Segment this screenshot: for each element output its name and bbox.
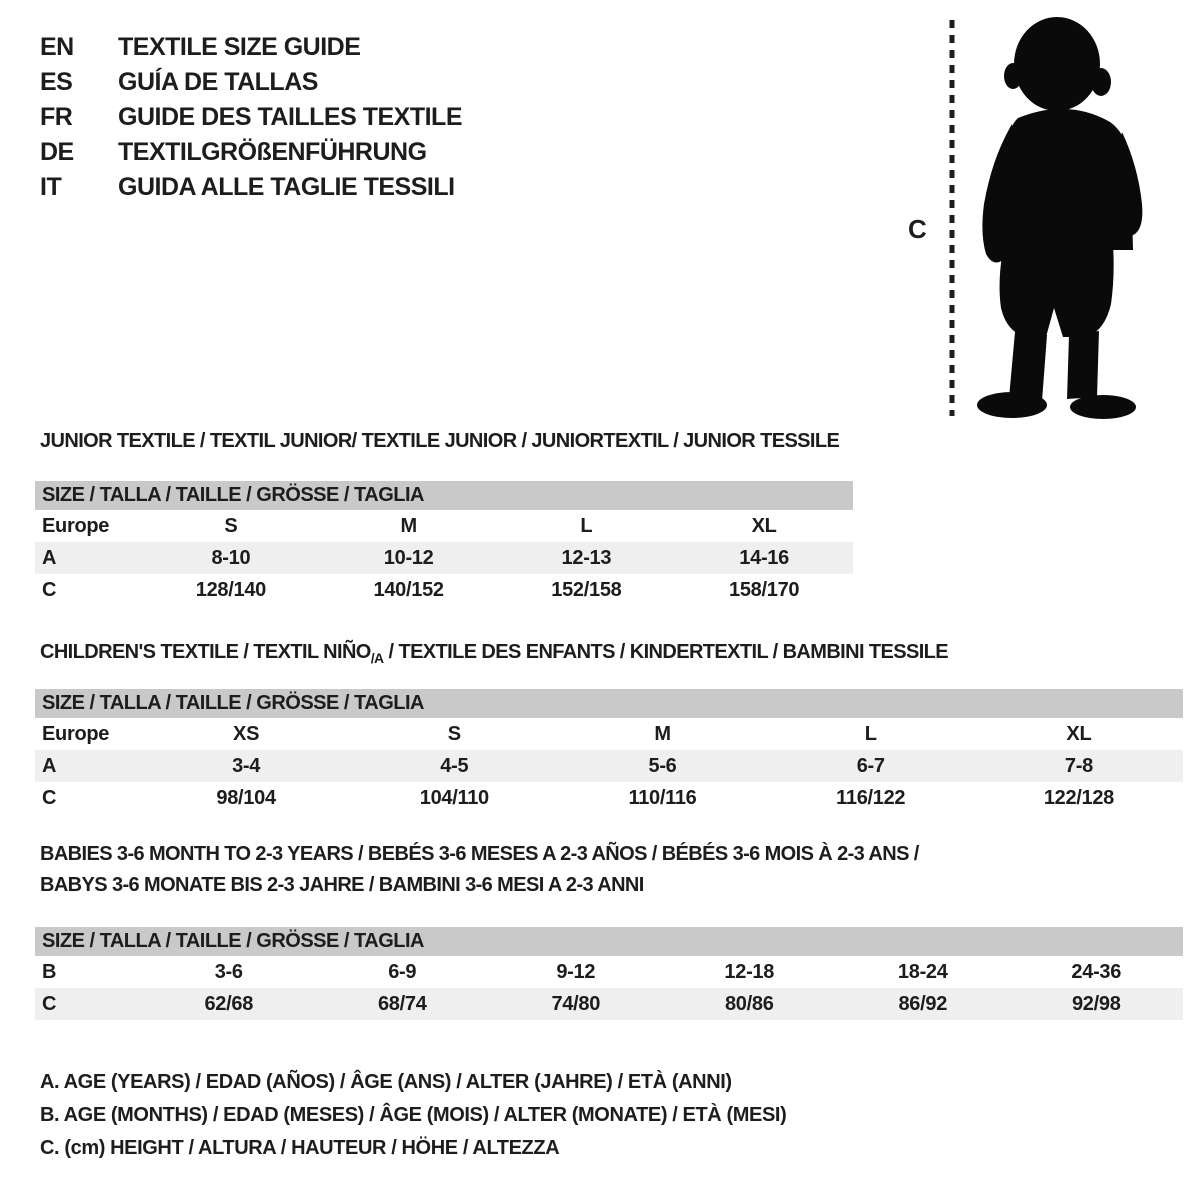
legend-notes — [40, 1066, 786, 1165]
table-cell: 110/116 — [628, 787, 697, 809]
babies-size-table — [35, 927, 1183, 1020]
table-cell: 9-12 — [556, 961, 596, 983]
table-cell: 104/110 — [419, 787, 489, 809]
note-age-years: A. AGE (YEARS) / EDAD (AÑOS) / ÂGE (ANS) / ALTER (JAHRE) / ETÀ (ANNI) — [40, 1071, 732, 1093]
column-header: S — [224, 515, 238, 537]
table-cell: 7-8 — [1064, 755, 1093, 777]
table-cell: 116/122 — [836, 787, 906, 809]
table-cell: 122/128 — [1043, 787, 1115, 809]
junior-columns-row — [35, 510, 853, 542]
language-code: IT — [40, 173, 62, 201]
language-code: DE — [40, 138, 74, 166]
babies-section-title-line1: BABIES 3-6 MONTH TO 2-3 YEARS / BEBÉS 3-6 MESES A 2-3 AÑOS / BÉBÉS 3-6 MOIS À 2-3 ANS / — [40, 843, 919, 865]
table-cell: 12-13 — [561, 547, 612, 569]
table-cell: 10-12 — [383, 547, 434, 569]
language-row-de — [40, 135, 462, 170]
table-cell: 8-10 — [211, 547, 251, 569]
children-columns-row — [35, 718, 1183, 750]
table-cell: 5-6 — [648, 755, 677, 777]
column-header: Europe — [42, 515, 110, 537]
column-header: Europe — [42, 723, 110, 745]
table-cell: 62/68 — [204, 993, 254, 1015]
table-cell: 152/158 — [551, 579, 622, 601]
junior-row-height — [35, 574, 853, 606]
note-height-cm: C. (cm) HEIGHT / ALTURA / HAUTEUR / HÖHE / ALTEZZA — [40, 1137, 560, 1159]
height-measure-label: C — [908, 214, 927, 244]
language-label: TEXTILGRÖßENFÜHRUNG — [118, 138, 427, 166]
language-row-fr — [40, 100, 462, 135]
children-title-sub: /A — [370, 650, 384, 666]
column-header: M — [400, 515, 417, 537]
row-label: A — [42, 547, 57, 569]
children-row-height — [35, 782, 1183, 814]
column-header: XL — [1066, 723, 1092, 745]
junior-size-header-bar: SIZE / TALLA / TAILLE / GRÖSSE / TAGLIA — [35, 481, 853, 510]
column-header: M — [654, 723, 671, 745]
table-cell: 80/86 — [724, 993, 774, 1015]
table-cell: 74/80 — [551, 993, 601, 1015]
table-cell: 3-4 — [232, 755, 261, 777]
column-header: XS — [233, 723, 260, 745]
table-cell: 14-16 — [739, 547, 789, 569]
language-row-es — [40, 65, 462, 100]
junior-size-table — [35, 481, 853, 606]
language-label: TEXTILE SIZE GUIDE — [118, 33, 361, 61]
table-cell: 128/140 — [195, 579, 266, 601]
children-section-title — [40, 641, 948, 664]
table-cell: 6-9 — [388, 961, 417, 983]
language-code: FR — [40, 103, 73, 131]
table-cell: 68/74 — [377, 993, 427, 1015]
babies-size-header-bar: SIZE / TALLA / TAILLE / GRÖSSE / TAGLIA — [35, 927, 1183, 956]
babies-row-height — [35, 988, 1183, 1020]
language-row-en — [40, 30, 462, 65]
language-code: ES — [40, 68, 73, 96]
note-age-months: B. AGE (MONTHS) / EDAD (MESES) / ÂGE (MOIS) / ALTER (MONATE) / ETÀ (MESI) — [40, 1104, 787, 1126]
row-label: B — [42, 961, 57, 983]
language-list — [40, 30, 462, 205]
children-title-post: / TEXTILE DES ENFANTS / KINDERTEXTIL / BAMBINI TESSILE — [383, 641, 949, 663]
babies-section-title-line2: BABYS 3-6 MONATE BIS 2-3 JAHRE / BAMBINI 3-6 MESI A 2-3 ANNI — [40, 874, 644, 896]
toddler-silhouette-icon — [900, 8, 1170, 428]
table-cell: 4-5 — [440, 755, 469, 777]
table-cell: 24-36 — [1071, 961, 1122, 983]
table-cell: 3-6 — [214, 961, 243, 983]
junior-row-age — [35, 542, 853, 574]
children-size-table — [35, 689, 1183, 814]
column-header: L — [864, 723, 877, 745]
row-label: A — [42, 755, 57, 777]
row-label: C — [42, 579, 57, 601]
language-label: GUIDE DES TAILLES TEXTILE — [118, 103, 463, 131]
children-title-pre: CHILDREN'S TEXTILE / TEXTIL NIÑO — [40, 641, 371, 663]
table-cell: 6-7 — [856, 755, 885, 777]
table-cell: 140/152 — [373, 579, 444, 601]
table-cell: 92/98 — [1071, 993, 1121, 1015]
height-figure — [900, 8, 1170, 428]
language-row-it — [40, 170, 462, 205]
column-header: L — [580, 515, 593, 537]
table-cell: 86/92 — [898, 993, 948, 1015]
babies-row-age-months — [35, 956, 1183, 988]
table-cell: 18-24 — [897, 961, 948, 983]
junior-section-title: JUNIOR TEXTILE / TEXTIL JUNIOR/ TEXTILE JUNIOR / JUNIORTEXTIL / JUNIOR TESSILE — [40, 430, 840, 452]
row-label: C — [42, 993, 57, 1015]
children-row-age — [35, 750, 1183, 782]
language-label: GUIDA ALLE TAGLIE TESSILI — [118, 173, 455, 201]
children-size-header-bar: SIZE / TALLA / TAILLE / GRÖSSE / TAGLIA — [35, 689, 1183, 718]
table-cell: 12-18 — [724, 961, 775, 983]
toddler-silhouette — [977, 17, 1142, 419]
column-header: XL — [751, 515, 777, 537]
row-label: C — [42, 787, 57, 809]
table-cell: 98/104 — [216, 787, 276, 809]
language-code: EN — [40, 33, 74, 61]
language-label: GUÍA DE TALLAS — [118, 68, 318, 96]
table-cell: 158/170 — [729, 579, 800, 601]
column-header: S — [447, 723, 461, 745]
